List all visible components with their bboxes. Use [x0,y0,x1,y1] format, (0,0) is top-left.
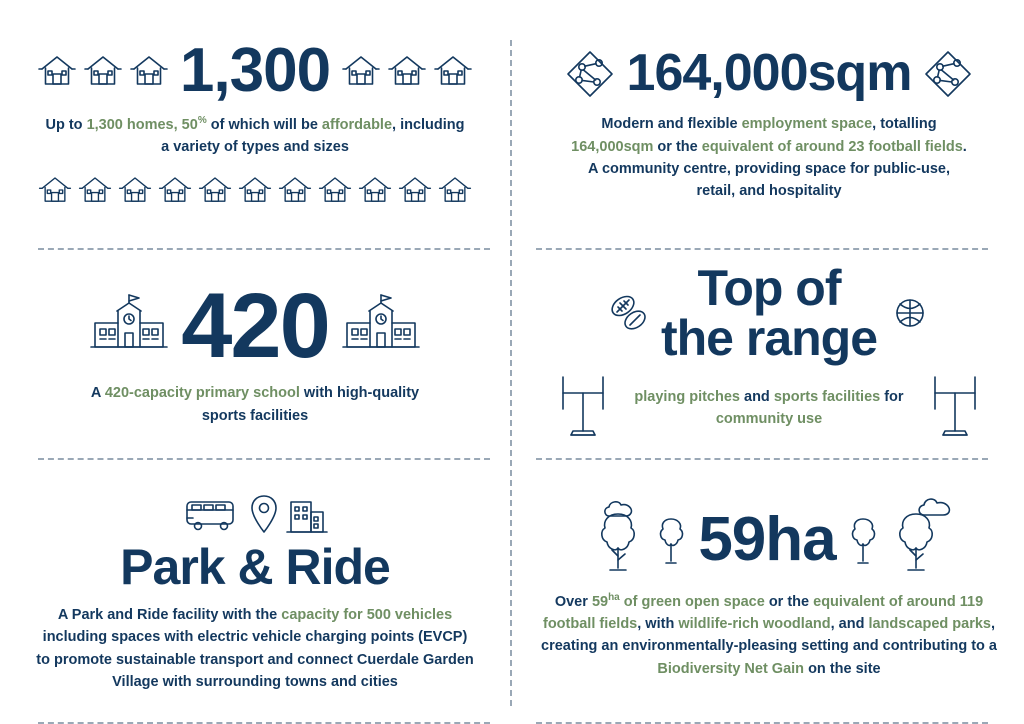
caption-segment: 1,300 homes, 50 [86,116,198,133]
map-pin-icon [247,490,281,540]
panel-homes [0,0,510,250]
house-icon [237,172,273,208]
house-icon [437,172,473,208]
caption-segment: on the site [804,660,881,677]
sports-headline-line1: Top of [697,260,841,316]
cloud-icon [600,497,640,521]
rugby-goal-post-icon [919,369,991,447]
house-icon [317,172,353,208]
caption-segment: . A community centre, providing space for public-use, retail, and hospitality [587,138,967,200]
caption-segment: 420-capacity primary school [104,385,300,402]
panel-green-space [514,460,1024,724]
homes-caption [40,113,470,159]
house-icon-group-left [36,50,170,92]
caption-segment: for [880,388,904,405]
caption-segment: of green open space [619,593,765,610]
sports-caption [629,386,909,431]
house-icon [82,50,124,92]
network-node-icon [563,47,617,101]
caption-segment: Biodiversity Net Gain [657,660,805,677]
caption-segment: community use [715,411,823,427]
caption-segment: equivalent of around 119 football fields [543,593,984,632]
house-icon [128,50,170,92]
house-icon [340,50,382,92]
house-icon-group-bottom [37,172,473,208]
employment-headline-row [532,44,1006,103]
caption-segment: and [744,388,774,405]
caption-segment: 59 [591,593,609,610]
house-icon [386,50,428,92]
caption-segment: of which will be [206,116,322,133]
house-icon [117,172,153,208]
caption-segment: including spaces with electric vehicle charging points (EVCP) to promote sustainable transport and connect Cuerdale Garden Village with surrounding towns and cities [36,629,474,691]
cloud-icon [914,494,958,520]
panel-employment [514,0,1024,250]
house-icon [36,50,78,92]
green-space-caption [534,590,1004,681]
caption-segment: sports facilities [773,388,881,405]
rugby-goal-post-icon [547,369,619,447]
panel-park-and-ride [0,460,510,724]
homes-headline-row [18,35,492,105]
green-space-headline-row [532,504,1006,578]
caption-segment: , and [830,615,869,632]
caption-segment: A [90,385,105,402]
caption-segment: wildlife-rich woodland [678,615,831,632]
school-caption [90,382,420,427]
school-headline-row [18,274,492,377]
sports-caption-row [532,369,1006,447]
caption-segment: A Park and Ride facility with the [57,606,282,623]
caption-segment: , creating an environmentally-pleasing setting and contributing to a [541,615,997,655]
house-icon [37,172,73,208]
house-icon [397,172,433,208]
sports-headline-row [532,260,1006,366]
caption-segment: or the [764,593,814,610]
caption-segment: , totalling [872,116,937,133]
panel-sports [514,250,1024,460]
caption-segment: or the [653,138,702,155]
caption-segment: affordable [321,116,393,133]
sports-headline [660,260,878,366]
building-icon [283,490,329,540]
park-ride-icon-group [181,490,329,540]
caption-segment: landscaped parks [868,615,991,632]
park-ride-headline: Park & Ride [120,539,390,596]
caption-segment: employment space [741,116,873,133]
caption-segment: Up to [45,116,87,133]
employment-headline: 164,000sqm [626,44,912,103]
house-icon [157,172,193,208]
employment-caption [569,113,969,203]
school-building-icon [339,289,423,365]
caption-segment: equivalent of around 23 football fields [701,138,963,155]
house-icon [432,50,474,92]
caption-segment: with high-quality sports facilities [201,385,420,424]
green-space-headline: 59ha [698,505,836,575]
caption-segment: 164,000sqm [571,138,654,155]
caption-segment: ha [608,591,620,603]
caption-segment: playing pitches [634,388,745,405]
panel-school [0,250,510,460]
bus-icon [181,490,245,540]
caption-segment: Over [554,593,592,610]
sports-headline-line2: the range [660,310,878,366]
rugby-ball-icon [605,290,651,336]
school-building-icon [87,289,171,365]
caption-segment: , with [637,615,679,632]
school-headline: 420 [181,274,329,377]
house-icon [77,172,113,208]
tree-icon [846,511,880,571]
network-node-icon [921,47,975,101]
caption-segment: , including a variety of types and sizes [161,116,465,155]
park-ride-caption [35,604,475,694]
caption-segment: capacity for 500 vehicles [281,606,453,623]
basketball-icon [887,290,933,336]
house-icon-group-right [340,50,474,92]
caption-segment: Modern and flexible [601,116,742,133]
house-icon [197,172,233,208]
house-icon [357,172,393,208]
homes-headline: 1,300 [179,35,331,105]
caption-segment: % [197,114,207,126]
tree-icon [654,511,688,571]
house-icon [277,172,313,208]
